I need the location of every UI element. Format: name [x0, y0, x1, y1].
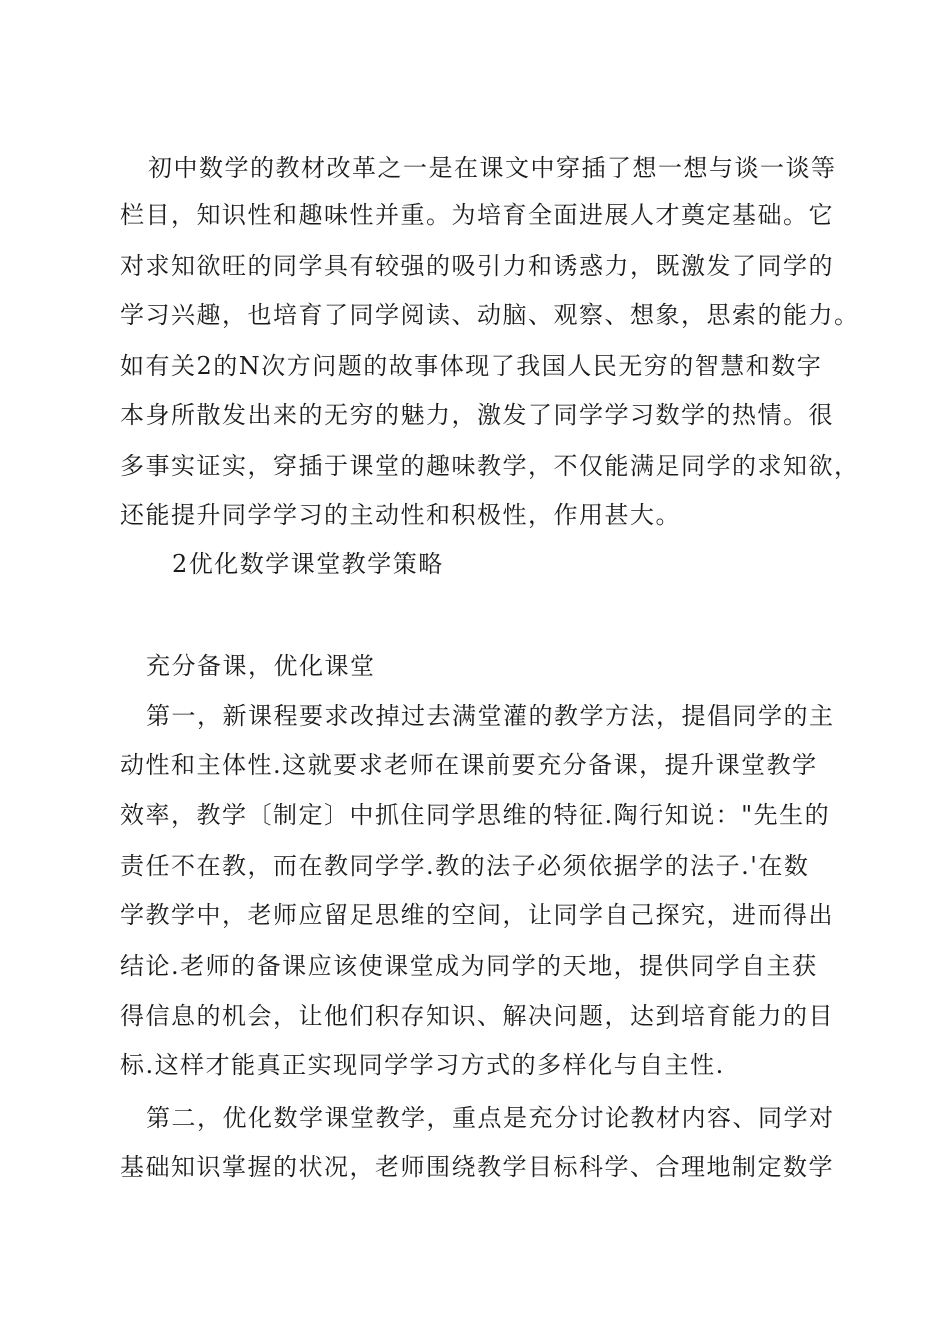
paragraph-line: 得信息的机会，让他们积存知识、解决问题，达到培育能力的目: [120, 1002, 834, 1030]
paragraph-line: 学教学中，老师应留足思维的空间，让同学自己探究，进而得出: [120, 901, 834, 929]
paragraph-line: 结论.老师的备课应该使课堂成为同学的天地，提供同学自主获: [120, 952, 818, 980]
paragraph-line: 基础知识掌握的状况，老师围绕教学目标科学、合理地制定数学: [120, 1153, 834, 1181]
paragraph-line: 对求知欲旺的同学具有较强的吸引力和诱惑力，既激发了同学的: [120, 252, 834, 280]
paragraph-line: 责任不在教，而在教同学学.教的法子必须依据学的法子.'在数: [120, 852, 810, 880]
paragraph-line: 第一，新课程要求改掉过去满堂灌的教学方法，提倡同学的主: [146, 702, 835, 730]
paragraph-line: 栏目，知识性和趣味性并重。为培育全面进展人才奠定基础。它: [120, 201, 834, 229]
paragraph-line: 本身所散发出来的无穷的魅力，激发了同学学习数学的热情。很: [120, 401, 834, 429]
paragraph-line: 初中数学的教材改革之一是在课文中穿插了想一想与谈一谈等: [148, 154, 837, 182]
paragraph-line: 标.这样才能真正实现同学学习方式的多样化与自主性.: [120, 1051, 725, 1079]
section-heading: 2优化数学课堂教学策略: [172, 550, 444, 578]
paragraph-line: 动性和主体性.这就要求老师在课前要充分备课，提升课堂教学: [120, 751, 818, 779]
paragraph-line: 多事实证实，穿插于课堂的趣味教学，不仅能满足同学的求知欲，: [120, 452, 860, 480]
subsection-heading: 充分备课，优化课堂: [146, 652, 376, 680]
paragraph-line: 还能提升同学学习的主动性和积极性，作用甚大。: [120, 501, 681, 529]
paragraph-line: 学习兴趣，也培育了同学阅读、动脑、观察、想象，思索的能力。: [120, 301, 860, 329]
paragraph-line: 第二，优化数学课堂教学，重点是充分讨论教材内容、同学对: [146, 1104, 835, 1132]
paragraph-line: 效率，教学〔制定〕中抓住同学思维的特征.陶行知说："先生的: [120, 801, 831, 829]
paragraph-line: 如有关2的N次方问题的故事体现了我国人民无穷的智慧和数字: [120, 352, 823, 380]
